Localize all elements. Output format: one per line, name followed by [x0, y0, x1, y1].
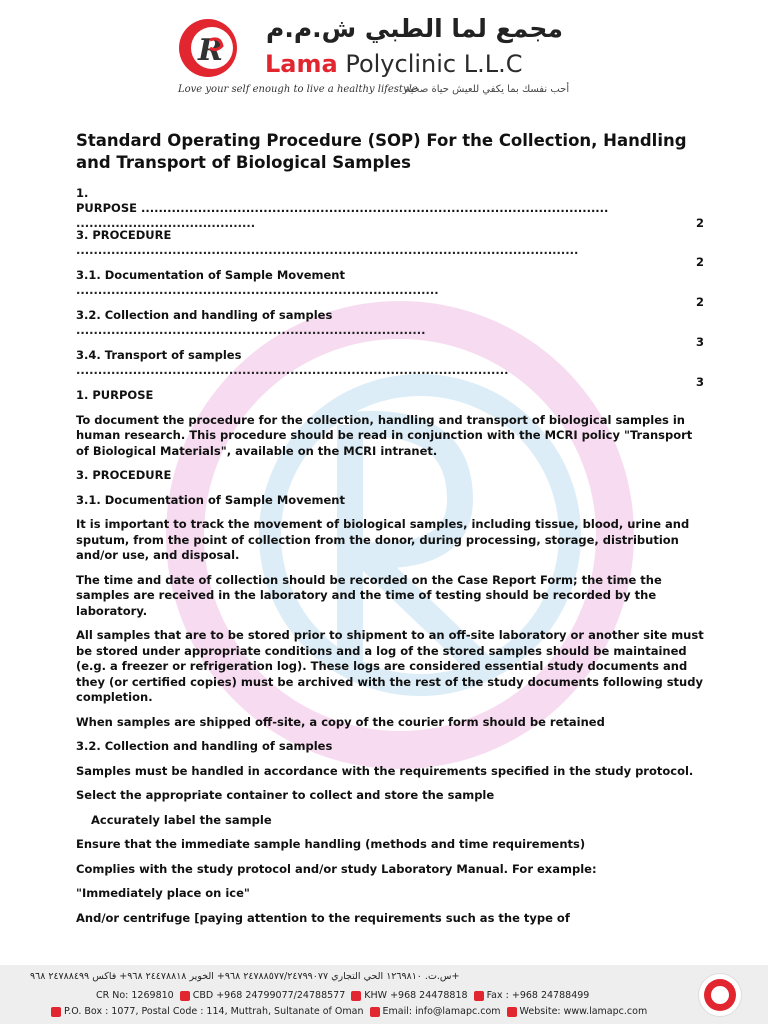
- paragraph: Accurately label the sample: [91, 812, 272, 827]
- svg-text:R: R: [198, 33, 223, 68]
- toc-label-line: PURPOSE ...........................................................................................................: [76, 201, 609, 215]
- paragraph: It is important to track the movement of biological samples, including tissue, blood, urine and sputum, from the point of collection from the donor, during processing, storage, distribution and/or use, and disposal.: [76, 517, 690, 562]
- toc-label: 3. PROCEDURE: [76, 228, 172, 242]
- toc-dots: ...................................................................................: [76, 283, 439, 297]
- paragraph: When samples are shipped off-site, a copy of the courier form should be retained: [76, 714, 605, 729]
- paragraph: Select the appropriate container to collect and store the sample: [76, 788, 495, 802]
- clinic-name: [265, 50, 523, 78]
- document-body: [76, 130, 706, 935]
- subsection-heading: 3.1. Documentation of Sample Movement: [76, 492, 345, 507]
- section-heading: 3. PROCEDURE: [76, 468, 172, 482]
- toc-dots: .........................................: [76, 216, 256, 230]
- paragraph: Ensure that the immediate sample handling (methods and time requirements): [76, 837, 586, 851]
- paragraph: "Immediately place on ice": [76, 886, 250, 900]
- footer-contacts: [96, 990, 589, 1001]
- toc-page: 2: [695, 295, 704, 309]
- paragraph: The time and date of collection should be recorded on the Case Report Form; the time the samples are received in the laboratory and the time of testing should be recorded by the laboratory.: [76, 572, 662, 618]
- footer-fax: Fax : +968 24788499: [486, 990, 590, 1001]
- footer-website[interactable]: Website: www.lamapc.com: [519, 1006, 648, 1017]
- globe-icon: [507, 1007, 517, 1017]
- toc-dots: ................................................................................: [76, 323, 426, 337]
- location-icon: [51, 1007, 61, 1017]
- toc-label: 3.2. Collection and handling of samples: [76, 308, 333, 322]
- section-heading: 1. PURPOSE: [76, 388, 154, 402]
- toc-page: 3: [695, 335, 704, 349]
- paragraph: And/or centrifuge [paying attention to the requirements such as the type of: [76, 910, 570, 925]
- phone-icon: [180, 991, 190, 1001]
- footer-khw: KHW +968 24478818: [364, 990, 468, 1001]
- toc-dots: ...................................................................................................: [76, 363, 509, 377]
- toc-page: 3: [695, 375, 704, 389]
- phone-icon: [351, 991, 361, 1001]
- toc-label: 3.1. Documentation of Sample Movement: [76, 268, 345, 282]
- toc-entry: [76, 308, 706, 348]
- toc-label: 3.4. Transport of samples: [76, 348, 242, 362]
- toc-page: 2: [695, 255, 704, 269]
- toc-entry: [76, 268, 706, 308]
- subsection-heading: 3.2. Collection and handling of samples: [76, 739, 333, 753]
- paragraph: To document the procedure for the collection, handling and transport of biological samples in human research. This procedure should be read in conjunction with the MCRI policy "Transport of Biological Materials", available on the MCRI intranet.: [76, 412, 693, 458]
- fax-icon: [474, 991, 484, 1001]
- footer-po-box: P.O. Box : 1077, Postal Code : 114, Muttrah, Sultanate of Oman: [64, 1006, 364, 1017]
- letterhead-footer: [0, 965, 768, 1024]
- tagline: Love your self enough to live a healthy lifestyle: [178, 84, 418, 95]
- letterhead: [0, 0, 768, 105]
- clinic-logo: [176, 16, 240, 80]
- clinic-name-arabic: مجمع لما الطبي ش.م.م: [266, 14, 563, 43]
- toc-page: 2: [695, 216, 704, 230]
- email-icon: [370, 1007, 380, 1017]
- document-title: Standard Operating Procedure (SOP) For the Collection, Handling and Transport of Biological Samples: [76, 131, 687, 172]
- toc-entry: [76, 228, 706, 268]
- brand-word: Lama: [265, 50, 338, 78]
- paragraph: Samples must be handled in accordance with the requirements specified in the study protocol.: [76, 763, 694, 778]
- footer-arabic-contacts: س.ت. ١٢٦٩٨١٠ الحي التجاري ٢٤٧٨٨٥٧٧/٢٤٧٩٩٠٧٧ ٩٦٨+ الخوير ٢٤٤٧٨٨١٨ ٩٦٨+ فاكس ٢٤٧٨٨٤٩٩ ٩٦٨+: [30, 971, 460, 982]
- toc-entry: [76, 186, 706, 228]
- toc-label: 1.: [76, 186, 89, 200]
- tagline-arabic: أحب نفسك بما يكفي للعيش حياة صحية: [405, 84, 570, 95]
- footer-cr: CR No: 1269810: [96, 990, 174, 1001]
- toc-dots: ...................................................................................................................: [76, 243, 579, 257]
- footer-address-line: [48, 1006, 647, 1017]
- toc-entry: [76, 348, 706, 388]
- footer-cbd: CBD +968 24799077/24788577: [192, 990, 346, 1001]
- footer-logo: [698, 973, 742, 1017]
- paragraph: Complies with the study protocol and/or study Laboratory Manual. For example:: [76, 861, 597, 876]
- footer-email[interactable]: Email: info@lamapc.com: [382, 1006, 501, 1017]
- brand-rest: Polyclinic L.L.C: [337, 50, 523, 78]
- paragraph: All samples that are to be stored prior to shipment to an off-site laboratory or another site must be stored under appropriate conditions and a log of the stored samples should be maintained (e.g. a freezer or refrigeration log). These logs are considered essential study documents and they (or certified copies) must be archived with the rest of the study documents following study completion.: [76, 628, 704, 704]
